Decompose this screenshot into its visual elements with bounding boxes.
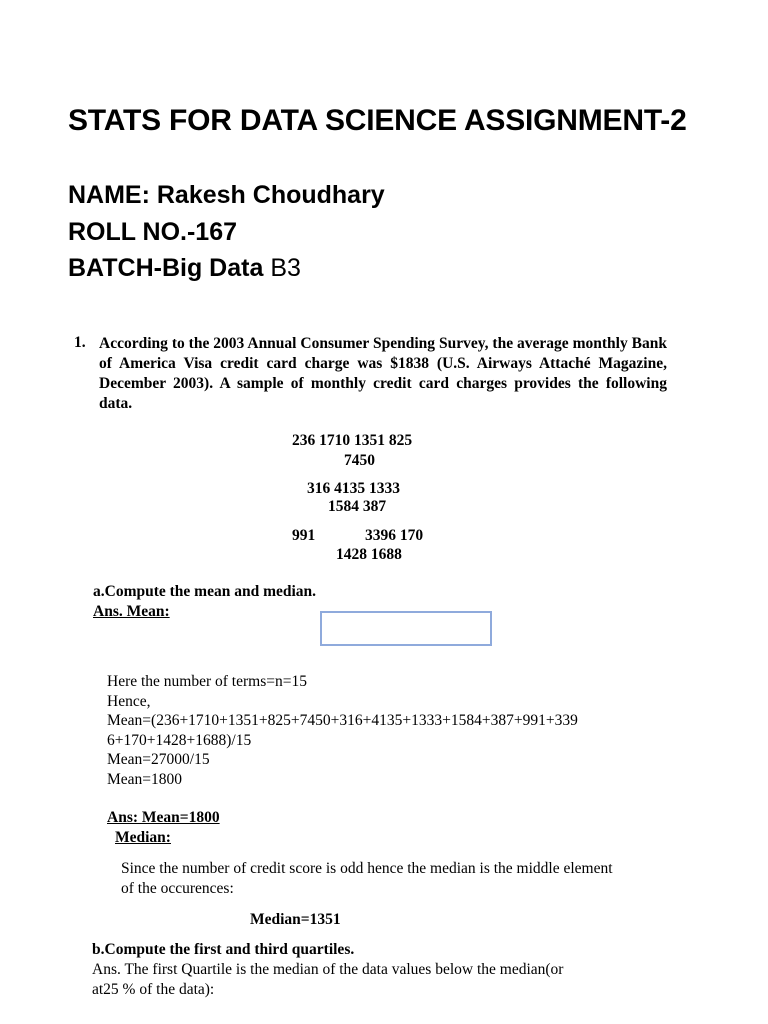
part-b-answer-line-2: at25 % of the data): [92,981,215,998]
document-title: STATS FOR DATA SCIENCE ASSIGNMENT-2 [68,104,687,137]
question-number: 1. [74,334,86,351]
data-line-1: 236 1710 1351 825 [292,432,413,449]
data-line-5a: 991 [292,527,316,544]
data-line-4: 1584 387 [328,498,387,515]
part-b-answer-line-1: Ans. The first Quartile is the median of the data values below the median(or [92,961,564,978]
part-a-heading: a.Compute the mean and median. [93,583,317,600]
work-line: 6+170+1428+1688)/15 [107,731,252,749]
data-line-3: 316 4135 1333 [307,480,400,497]
work-line: Here the number of terms=n=15 [107,673,307,690]
median-label: Median: [115,829,171,846]
data-line-6: 1428 1688 [336,546,402,563]
roll-number: ROLL NO.-167 [68,218,238,246]
batch [68,254,301,283]
work-line: Mean=1800 [107,770,183,788]
work-line: Mean=(236+1710+1351+825+7450+316+4135+1333+1584+387+991+339 [107,712,578,729]
formula-box [320,611,492,646]
part-b-heading: b.Compute the first and third quartiles. [92,941,355,958]
work-line: Mean=27000/15 [107,751,210,768]
data-line-5b: 3396 170 [365,527,424,544]
ans-mean-label: Ans. Mean: [93,603,170,620]
ans-mean-result: Ans: Mean=1800 [107,809,220,826]
median-explanation-line-1: Since the number of credit score is odd hence the median is the middle element [121,860,613,877]
data-line-2: 7450 [344,452,375,469]
student-name: NAME: Rakesh Choudhary [68,181,385,209]
mean-working [107,672,578,789]
median-result: Median=1351 [250,911,341,928]
median-explanation-line-2: of the occurences: [121,880,234,897]
batch-label: BATCH-Big Data [68,254,264,282]
work-line: Hence, [107,692,151,710]
batch-value: B3 [263,254,301,282]
question-text: According to the 2003 Annual Consumer Spending Survey, the average monthly Bank of America Visa credit card charge was $1838 (U.S. Airways Attaché Magazine, December 2003). A sample of monthly credit card charges provides the following data. [99,335,667,412]
